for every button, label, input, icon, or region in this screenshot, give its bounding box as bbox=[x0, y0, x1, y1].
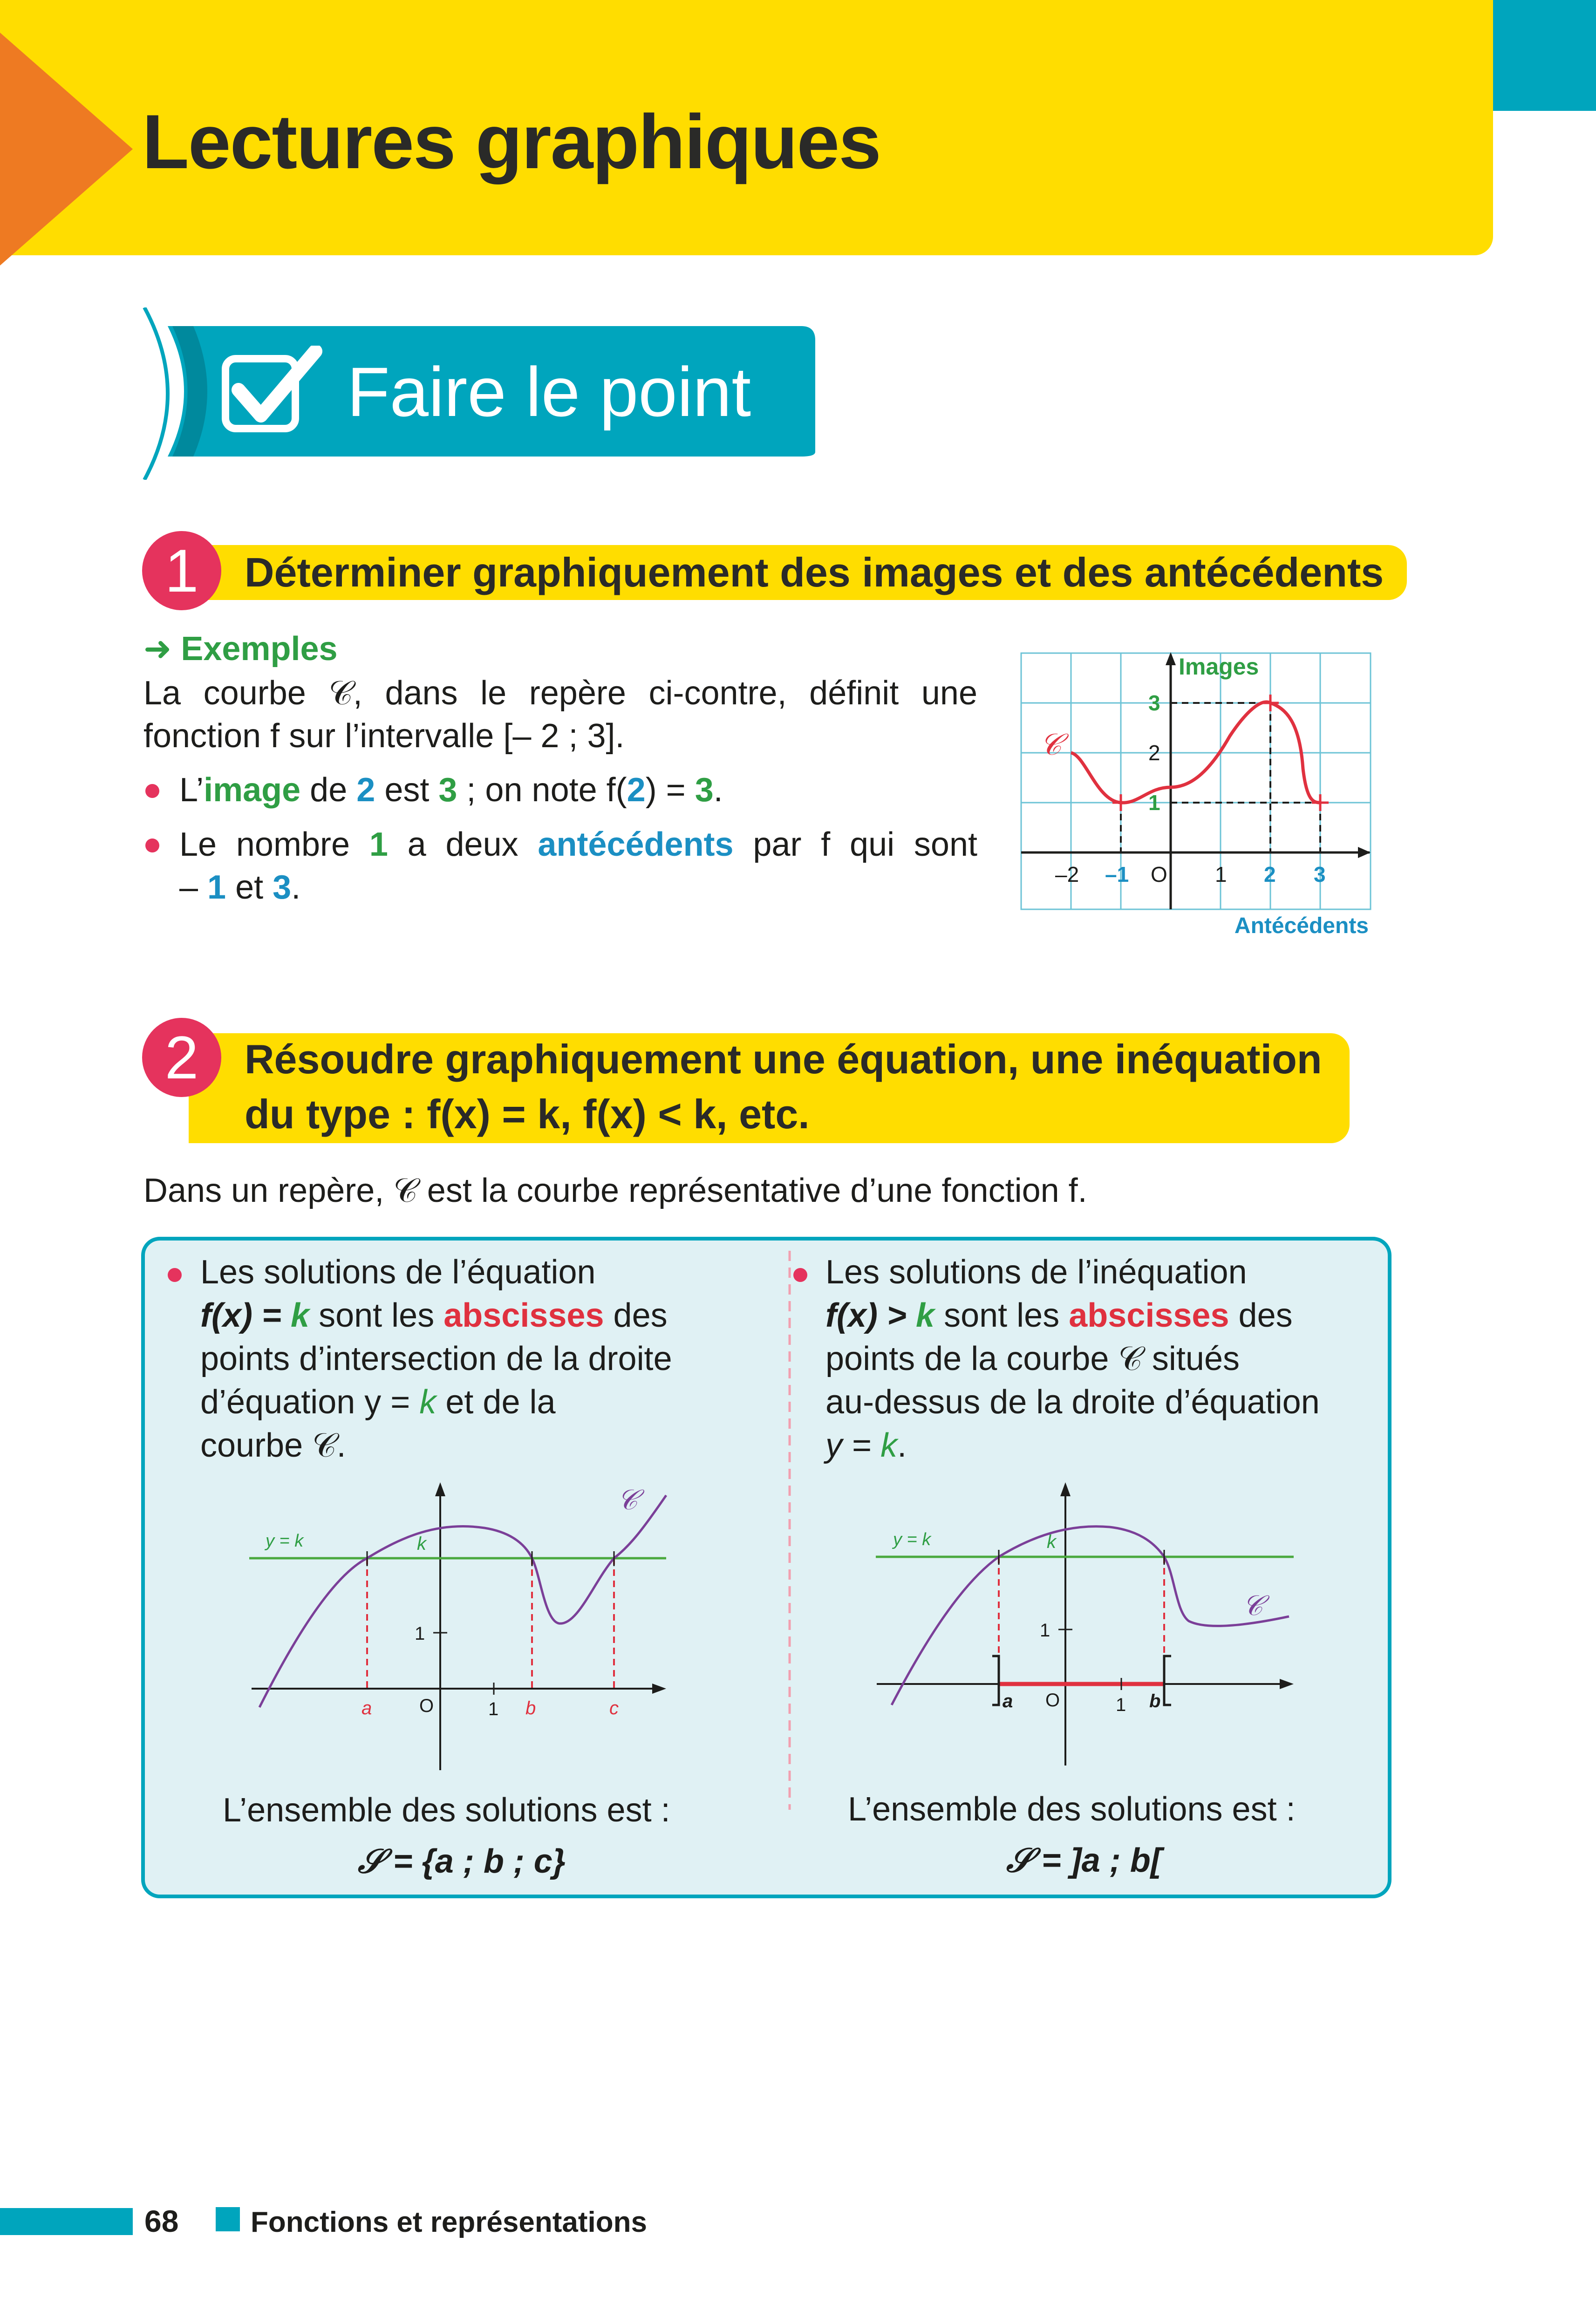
left-solution: 𝒮 = {a ; b ; c} bbox=[358, 1843, 566, 1880]
x-one-label: 1 bbox=[488, 1699, 499, 1719]
y-axis-label: Images bbox=[1179, 654, 1259, 680]
line-label: y = k bbox=[266, 1531, 304, 1551]
section1-intro-line1: La courbe 𝒞, dans le repère ci-contre, définit une bbox=[143, 675, 977, 712]
left-line4: d’équation y = k et de la bbox=[200, 1384, 556, 1421]
chapter-title: Fonctions et représentations bbox=[251, 2206, 647, 2238]
b-label: b bbox=[1149, 1691, 1161, 1711]
right-line5: y = k. bbox=[825, 1427, 907, 1464]
right-solution: 𝒮 = ]a ; b[ bbox=[1006, 1842, 1162, 1879]
bullet-dot bbox=[145, 839, 159, 852]
checkbox-icon bbox=[220, 346, 327, 439]
curve-label: 𝒞 bbox=[617, 1484, 638, 1515]
b-label: b bbox=[525, 1698, 536, 1718]
k-label: k bbox=[1047, 1532, 1056, 1552]
left-line5: courbe 𝒞. bbox=[200, 1427, 346, 1464]
x-tick-3: 3 bbox=[1314, 862, 1326, 886]
box-divider bbox=[787, 1251, 792, 1810]
section2-title-line1: Résoudre graphiquement une équation, une inéquation bbox=[245, 1036, 1322, 1082]
left-solution-label: L’ensemble des solutions est : bbox=[223, 1792, 670, 1829]
bullet-dot bbox=[145, 784, 159, 798]
right-solution-label: L’ensemble des solutions est : bbox=[848, 1791, 1296, 1828]
c-label: c bbox=[609, 1698, 619, 1718]
x-axis-label: Antécédents bbox=[1234, 913, 1369, 938]
left-line1: Les solutions de l’équation bbox=[200, 1254, 596, 1291]
y-tick-2: 2 bbox=[1148, 741, 1160, 765]
right-line1: Les solutions de l’inéquation bbox=[825, 1254, 1247, 1291]
x-tick-m1: –1 bbox=[1105, 862, 1129, 886]
x-tick-1: 1 bbox=[1215, 862, 1227, 886]
examples-label: ➜ Exemples bbox=[143, 630, 338, 668]
section2-number: 2 bbox=[142, 1018, 221, 1097]
line-label: y = k bbox=[893, 1530, 931, 1549]
page-title: Lectures graphiques bbox=[142, 99, 880, 184]
section1-number: 1 bbox=[142, 531, 221, 610]
header-arrow-icon bbox=[0, 33, 140, 266]
y-tick-3: 3 bbox=[1148, 691, 1160, 715]
x-tick-m2: –2 bbox=[1055, 862, 1079, 886]
graph-inequation bbox=[867, 1477, 1305, 1775]
section1-bullet2-line2: – 1 et 3. bbox=[179, 869, 301, 906]
bullet-dot bbox=[168, 1268, 182, 1282]
y-one-label: 1 bbox=[1040, 1620, 1050, 1641]
a-label: a bbox=[1003, 1691, 1013, 1711]
x-tick-origin: O bbox=[1151, 862, 1167, 886]
right-line2: f(x) > k sont les abscisses des bbox=[825, 1297, 1293, 1334]
page-number: 68 bbox=[144, 2204, 179, 2238]
k-label: k bbox=[417, 1534, 426, 1554]
section1-title: Déterminer graphiquement des images et des antécédents bbox=[245, 549, 1384, 595]
y-tick-1: 1 bbox=[1148, 791, 1160, 815]
section1-intro-line2: fonction f sur l’intervalle [– 2 ; 3]. bbox=[143, 717, 625, 755]
left-line3: points d’intersection de la droite bbox=[200, 1340, 672, 1377]
curve-label: 𝒞 bbox=[1242, 1590, 1263, 1621]
curve-label: 𝒞 bbox=[1040, 728, 1062, 761]
section2-title-line2: du type : f(x) = k, f(x) < k, etc. bbox=[245, 1091, 810, 1137]
faire-le-point-label: Faire le point bbox=[347, 353, 751, 431]
section2-intro: Dans un repère, 𝒞 est la courbe représentative d’une fonction f. bbox=[143, 1172, 1087, 1209]
graph-images-antecedents bbox=[1016, 648, 1384, 950]
left-line2: f(x) = k sont les abscisses des bbox=[200, 1297, 668, 1334]
footer-bar bbox=[0, 2208, 133, 2235]
y-one-label: 1 bbox=[415, 1623, 425, 1644]
graph-equation bbox=[242, 1477, 680, 1775]
right-line4: au-dessus de la droite d’équation bbox=[825, 1384, 1320, 1421]
origin-label: O bbox=[1045, 1690, 1060, 1711]
right-line3: points de la courbe 𝒞 situés bbox=[825, 1340, 1240, 1377]
x-one-label: 1 bbox=[1116, 1695, 1126, 1715]
footer-square-icon bbox=[216, 2207, 240, 2231]
a-label: a bbox=[361, 1698, 372, 1718]
origin-label: O bbox=[419, 1696, 434, 1716]
x-tick-2: 2 bbox=[1264, 862, 1276, 886]
bullet-dot bbox=[793, 1268, 807, 1282]
section1-bullet1: L’image de 2 est 3 ; on note f(2) = 3. bbox=[179, 771, 723, 809]
section1-bullet2-line1: Le nombre 1 a deux antécédents par f qui sont bbox=[179, 826, 977, 863]
corner-tab bbox=[1493, 0, 1596, 111]
